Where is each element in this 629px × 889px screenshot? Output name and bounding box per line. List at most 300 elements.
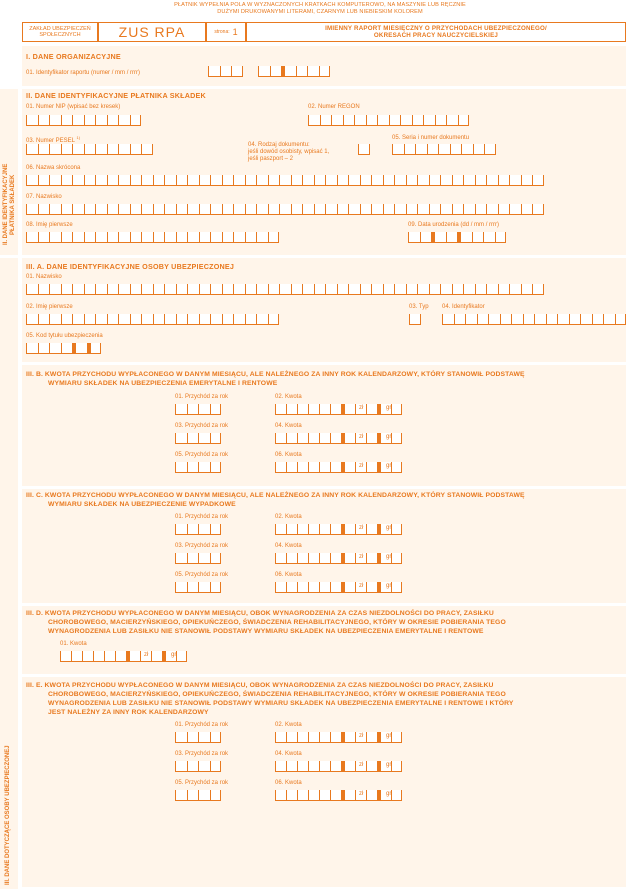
- char-box[interactable]: [72, 284, 84, 295]
- char-box[interactable]: [49, 232, 61, 243]
- char-box[interactable]: [409, 314, 421, 325]
- char-box[interactable]: [118, 144, 130, 155]
- char-box[interactable]: [319, 732, 330, 743]
- char-box[interactable]: [49, 144, 61, 155]
- char-box[interactable]: [435, 115, 447, 126]
- char-box[interactable]: [297, 462, 308, 473]
- char-box[interactable]: [509, 204, 521, 215]
- char-box[interactable]: [509, 175, 521, 186]
- char-box[interactable]: [319, 404, 330, 415]
- char-box[interactable]: [394, 204, 406, 215]
- char-box[interactable]: [286, 433, 297, 444]
- char-box[interactable]: [26, 144, 38, 155]
- char-box[interactable]: [129, 651, 140, 662]
- char-box[interactable]: [26, 115, 38, 126]
- char-box[interactable]: [279, 175, 291, 186]
- char-box[interactable]: [198, 582, 210, 593]
- char-box[interactable]: [199, 204, 211, 215]
- char-box[interactable]: [175, 582, 187, 593]
- char-box[interactable]: [107, 204, 119, 215]
- char-box[interactable]: [440, 204, 452, 215]
- char-box[interactable]: [297, 790, 308, 801]
- char-box[interactable]: [532, 284, 544, 295]
- char-box[interactable]: [61, 204, 73, 215]
- char-box[interactable]: [275, 790, 286, 801]
- char-box[interactable]: [308, 404, 319, 415]
- char-box[interactable]: [153, 284, 165, 295]
- char-box[interactable]: [438, 144, 450, 155]
- char-box[interactable]: [475, 175, 487, 186]
- char-box[interactable]: [130, 314, 142, 325]
- char-box[interactable]: [452, 175, 464, 186]
- char-box[interactable]: [314, 175, 326, 186]
- birth-date-field[interactable]: [408, 232, 506, 243]
- char-box[interactable]: [348, 204, 360, 215]
- char-box[interactable]: [153, 232, 165, 243]
- char-box[interactable]: [187, 732, 199, 743]
- char-box[interactable]: [153, 204, 165, 215]
- char-box[interactable]: [348, 175, 360, 186]
- char-box[interactable]: [175, 462, 187, 473]
- char-box[interactable]: [308, 524, 319, 535]
- char-box[interactable]: [210, 433, 222, 444]
- char-box[interactable]: [245, 175, 257, 186]
- char-box[interactable]: [463, 204, 475, 215]
- char-box[interactable]: [279, 284, 291, 295]
- char-box[interactable]: [366, 404, 377, 415]
- char-box[interactable]: [366, 115, 378, 126]
- char-box[interactable]: [26, 284, 38, 295]
- char-box[interactable]: [557, 314, 569, 325]
- char-box[interactable]: [187, 524, 199, 535]
- char-box[interactable]: [210, 204, 222, 215]
- char-box[interactable]: [330, 524, 341, 535]
- char-box[interactable]: [391, 582, 402, 593]
- char-box[interactable]: [199, 314, 211, 325]
- char-box[interactable]: [130, 144, 142, 155]
- char-box[interactable]: [498, 175, 510, 186]
- char-box[interactable]: [268, 175, 280, 186]
- char-box[interactable]: [330, 732, 341, 743]
- char-box[interactable]: [360, 204, 372, 215]
- char-box[interactable]: [95, 175, 107, 186]
- char-box[interactable]: [330, 433, 341, 444]
- char-box[interactable]: [187, 284, 199, 295]
- char-box[interactable]: [187, 404, 199, 415]
- char-box[interactable]: [454, 314, 466, 325]
- char-box[interactable]: [210, 175, 222, 186]
- char-box[interactable]: [302, 175, 314, 186]
- char-box[interactable]: [82, 651, 93, 662]
- char-box[interactable]: [90, 343, 102, 354]
- char-box[interactable]: [275, 582, 286, 593]
- char-box[interactable]: [488, 314, 500, 325]
- char-box[interactable]: [118, 115, 130, 126]
- char-box[interactable]: [199, 175, 211, 186]
- char-box[interactable]: [366, 582, 377, 593]
- char-box[interactable]: [383, 204, 395, 215]
- char-box[interactable]: [366, 790, 377, 801]
- char-box[interactable]: [308, 553, 319, 564]
- char-box[interactable]: [38, 144, 50, 155]
- char-box[interactable]: [337, 175, 349, 186]
- char-box[interactable]: [187, 553, 199, 564]
- b-year-field[interactable]: [175, 433, 221, 444]
- char-box[interactable]: [38, 232, 50, 243]
- char-box[interactable]: [107, 144, 119, 155]
- char-box[interactable]: [256, 284, 268, 295]
- char-box[interactable]: [107, 314, 119, 325]
- char-box[interactable]: [440, 175, 452, 186]
- char-box[interactable]: [392, 144, 404, 155]
- char-box[interactable]: [198, 790, 210, 801]
- char-box[interactable]: [337, 204, 349, 215]
- regon-field[interactable]: [308, 115, 469, 126]
- char-box[interactable]: [400, 115, 412, 126]
- char-box[interactable]: [107, 284, 119, 295]
- c-amount-field[interactable]: [275, 524, 402, 535]
- e-year-field[interactable]: [175, 761, 221, 772]
- char-box[interactable]: [118, 314, 130, 325]
- char-box[interactable]: [486, 204, 498, 215]
- char-box[interactable]: [141, 204, 153, 215]
- char-box[interactable]: [521, 284, 533, 295]
- char-box[interactable]: [198, 404, 210, 415]
- char-box[interactable]: [371, 175, 383, 186]
- char-box[interactable]: [532, 204, 544, 215]
- char-box[interactable]: [423, 115, 435, 126]
- char-box[interactable]: [61, 232, 73, 243]
- payer-surname-field[interactable]: [26, 204, 544, 215]
- char-box[interactable]: [344, 790, 355, 801]
- char-box[interactable]: [61, 284, 73, 295]
- char-box[interactable]: [208, 66, 220, 77]
- char-box[interactable]: [175, 732, 187, 743]
- char-box[interactable]: [308, 761, 319, 772]
- char-box[interactable]: [256, 314, 268, 325]
- b-year-field[interactable]: [175, 404, 221, 415]
- char-box[interactable]: [291, 175, 303, 186]
- char-box[interactable]: [26, 314, 38, 325]
- char-box[interactable]: [233, 232, 245, 243]
- char-box[interactable]: [275, 404, 286, 415]
- char-box[interactable]: [49, 175, 61, 186]
- char-box[interactable]: [534, 314, 546, 325]
- char-box[interactable]: [71, 651, 82, 662]
- char-box[interactable]: [319, 582, 330, 593]
- char-box[interactable]: [84, 144, 96, 155]
- char-box[interactable]: [348, 284, 360, 295]
- char-box[interactable]: [330, 582, 341, 593]
- char-box[interactable]: [319, 790, 330, 801]
- char-box[interactable]: [175, 553, 187, 564]
- char-box[interactable]: [330, 553, 341, 564]
- char-box[interactable]: [175, 524, 187, 535]
- char-box[interactable]: [325, 284, 337, 295]
- char-box[interactable]: [210, 284, 222, 295]
- insurance-code-field[interactable]: [26, 343, 101, 354]
- char-box[interactable]: [297, 524, 308, 535]
- char-box[interactable]: [222, 284, 234, 295]
- char-box[interactable]: [429, 204, 441, 215]
- char-box[interactable]: [245, 232, 257, 243]
- char-box[interactable]: [569, 314, 581, 325]
- char-box[interactable]: [319, 524, 330, 535]
- char-box[interactable]: [175, 433, 187, 444]
- char-box[interactable]: [210, 582, 222, 593]
- char-box[interactable]: [307, 66, 319, 77]
- char-box[interactable]: [130, 204, 142, 215]
- char-box[interactable]: [26, 343, 38, 354]
- e-year-field[interactable]: [175, 732, 221, 743]
- char-box[interactable]: [286, 582, 297, 593]
- char-box[interactable]: [60, 651, 71, 662]
- char-box[interactable]: [187, 761, 199, 772]
- char-box[interactable]: [394, 175, 406, 186]
- char-box[interactable]: [391, 553, 402, 564]
- char-box[interactable]: [330, 761, 341, 772]
- char-box[interactable]: [198, 732, 210, 743]
- char-box[interactable]: [434, 232, 446, 243]
- char-box[interactable]: [319, 761, 330, 772]
- char-box[interactable]: [175, 404, 187, 415]
- char-box[interactable]: [325, 175, 337, 186]
- report-id-number[interactable]: [208, 66, 243, 77]
- char-box[interactable]: [297, 433, 308, 444]
- char-box[interactable]: [256, 204, 268, 215]
- char-box[interactable]: [95, 314, 107, 325]
- char-box[interactable]: [297, 761, 308, 772]
- char-box[interactable]: [107, 232, 119, 243]
- char-box[interactable]: [141, 232, 153, 243]
- char-box[interactable]: [153, 314, 165, 325]
- char-box[interactable]: [284, 66, 296, 77]
- char-box[interactable]: [275, 732, 286, 743]
- char-box[interactable]: [319, 553, 330, 564]
- char-box[interactable]: [256, 232, 268, 243]
- char-box[interactable]: [391, 761, 402, 772]
- char-box[interactable]: [383, 284, 395, 295]
- char-box[interactable]: [268, 204, 280, 215]
- char-box[interactable]: [26, 175, 38, 186]
- char-box[interactable]: [84, 314, 96, 325]
- char-box[interactable]: [308, 433, 319, 444]
- char-box[interactable]: [371, 204, 383, 215]
- char-box[interactable]: [314, 204, 326, 215]
- char-box[interactable]: [406, 175, 418, 186]
- char-box[interactable]: [360, 175, 372, 186]
- char-box[interactable]: [268, 232, 280, 243]
- char-box[interactable]: [344, 553, 355, 564]
- char-box[interactable]: [461, 144, 473, 155]
- char-box[interactable]: [130, 115, 142, 126]
- char-box[interactable]: [408, 232, 420, 243]
- char-box[interactable]: [427, 144, 439, 155]
- char-box[interactable]: [275, 433, 286, 444]
- char-box[interactable]: [460, 232, 472, 243]
- char-box[interactable]: [615, 314, 627, 325]
- char-box[interactable]: [210, 790, 222, 801]
- char-box[interactable]: [343, 115, 355, 126]
- char-box[interactable]: [210, 732, 222, 743]
- char-box[interactable]: [61, 144, 73, 155]
- char-box[interactable]: [319, 66, 331, 77]
- char-box[interactable]: [308, 732, 319, 743]
- char-box[interactable]: [61, 343, 73, 354]
- e-amount-field[interactable]: [275, 761, 402, 772]
- char-box[interactable]: [286, 404, 297, 415]
- c-year-field[interactable]: [175, 553, 221, 564]
- char-box[interactable]: [72, 314, 84, 325]
- char-box[interactable]: [75, 343, 87, 354]
- char-box[interactable]: [412, 115, 424, 126]
- char-box[interactable]: [344, 462, 355, 473]
- char-box[interactable]: [187, 433, 199, 444]
- char-box[interactable]: [498, 204, 510, 215]
- char-box[interactable]: [446, 232, 458, 243]
- char-box[interactable]: [521, 204, 533, 215]
- char-box[interactable]: [477, 314, 489, 325]
- char-box[interactable]: [256, 175, 268, 186]
- char-box[interactable]: [38, 314, 50, 325]
- char-box[interactable]: [176, 232, 188, 243]
- char-box[interactable]: [107, 115, 119, 126]
- char-box[interactable]: [72, 144, 84, 155]
- char-box[interactable]: [450, 144, 462, 155]
- char-box[interactable]: [151, 651, 162, 662]
- e-year-field[interactable]: [175, 790, 221, 801]
- char-box[interactable]: [391, 433, 402, 444]
- char-box[interactable]: [84, 284, 96, 295]
- char-box[interactable]: [130, 284, 142, 295]
- char-box[interactable]: [286, 553, 297, 564]
- char-box[interactable]: [371, 284, 383, 295]
- char-box[interactable]: [198, 433, 210, 444]
- char-box[interactable]: [498, 284, 510, 295]
- char-box[interactable]: [49, 343, 61, 354]
- char-box[interactable]: [592, 314, 604, 325]
- char-box[interactable]: [115, 651, 126, 662]
- char-box[interactable]: [38, 204, 50, 215]
- char-box[interactable]: [93, 651, 104, 662]
- char-box[interactable]: [291, 204, 303, 215]
- payer-first-name-field[interactable]: [26, 232, 279, 243]
- char-box[interactable]: [104, 651, 115, 662]
- char-box[interactable]: [187, 175, 199, 186]
- char-box[interactable]: [107, 175, 119, 186]
- char-box[interactable]: [141, 175, 153, 186]
- char-box[interactable]: [465, 314, 477, 325]
- d-amount-field[interactable]: [60, 651, 187, 662]
- char-box[interactable]: [176, 651, 187, 662]
- char-box[interactable]: [233, 314, 245, 325]
- char-box[interactable]: [84, 204, 96, 215]
- char-box[interactable]: [61, 175, 73, 186]
- char-box[interactable]: [231, 66, 243, 77]
- char-box[interactable]: [391, 524, 402, 535]
- identifier-field[interactable]: [442, 314, 626, 325]
- char-box[interactable]: [286, 790, 297, 801]
- char-box[interactable]: [153, 175, 165, 186]
- char-box[interactable]: [394, 284, 406, 295]
- char-box[interactable]: [268, 314, 280, 325]
- char-box[interactable]: [118, 204, 130, 215]
- char-box[interactable]: [417, 204, 429, 215]
- char-box[interactable]: [319, 462, 330, 473]
- char-box[interactable]: [389, 115, 401, 126]
- char-box[interactable]: [164, 284, 176, 295]
- char-box[interactable]: [72, 175, 84, 186]
- char-box[interactable]: [446, 115, 458, 126]
- char-box[interactable]: [61, 314, 73, 325]
- char-box[interactable]: [366, 524, 377, 535]
- char-box[interactable]: [95, 115, 107, 126]
- char-box[interactable]: [245, 314, 257, 325]
- char-box[interactable]: [603, 314, 615, 325]
- char-box[interactable]: [473, 144, 485, 155]
- char-box[interactable]: [511, 314, 523, 325]
- char-box[interactable]: [429, 175, 441, 186]
- char-box[interactable]: [233, 284, 245, 295]
- char-box[interactable]: [286, 462, 297, 473]
- char-box[interactable]: [286, 524, 297, 535]
- char-box[interactable]: [38, 284, 50, 295]
- char-box[interactable]: [222, 204, 234, 215]
- char-box[interactable]: [175, 761, 187, 772]
- char-box[interactable]: [420, 232, 432, 243]
- pesel-field[interactable]: [26, 144, 153, 155]
- char-box[interactable]: [417, 284, 429, 295]
- char-box[interactable]: [463, 284, 475, 295]
- char-box[interactable]: [580, 314, 592, 325]
- char-box[interactable]: [523, 314, 535, 325]
- char-box[interactable]: [521, 175, 533, 186]
- char-box[interactable]: [429, 284, 441, 295]
- char-box[interactable]: [164, 204, 176, 215]
- char-box[interactable]: [546, 314, 558, 325]
- char-box[interactable]: [366, 553, 377, 564]
- char-box[interactable]: [344, 761, 355, 772]
- char-box[interactable]: [344, 582, 355, 593]
- char-box[interactable]: [308, 462, 319, 473]
- char-box[interactable]: [325, 204, 337, 215]
- char-box[interactable]: [314, 284, 326, 295]
- char-box[interactable]: [61, 115, 73, 126]
- char-box[interactable]: [275, 553, 286, 564]
- char-box[interactable]: [210, 314, 222, 325]
- char-box[interactable]: [377, 115, 389, 126]
- char-box[interactable]: [72, 204, 84, 215]
- char-box[interactable]: [344, 433, 355, 444]
- char-box[interactable]: [291, 284, 303, 295]
- char-box[interactable]: [49, 314, 61, 325]
- char-box[interactable]: [118, 175, 130, 186]
- char-box[interactable]: [84, 115, 96, 126]
- char-box[interactable]: [49, 284, 61, 295]
- char-box[interactable]: [198, 524, 210, 535]
- char-box[interactable]: [118, 232, 130, 243]
- char-box[interactable]: [463, 175, 475, 186]
- char-box[interactable]: [198, 462, 210, 473]
- doc-type-field[interactable]: [358, 144, 370, 155]
- char-box[interactable]: [286, 761, 297, 772]
- insured-first-name-field[interactable]: [26, 314, 279, 325]
- char-box[interactable]: [187, 582, 199, 593]
- char-box[interactable]: [84, 175, 96, 186]
- char-box[interactable]: [296, 66, 308, 77]
- char-box[interactable]: [442, 314, 454, 325]
- char-box[interactable]: [366, 761, 377, 772]
